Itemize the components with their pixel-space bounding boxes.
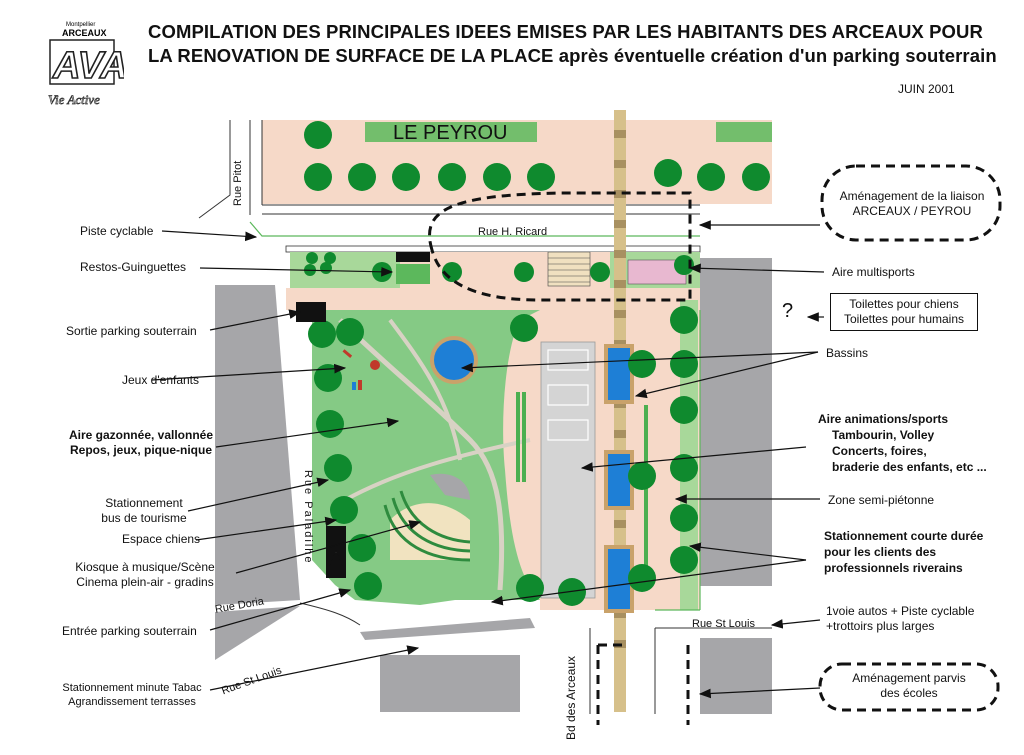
title-line-1: COMPILATION DES PRINCIPALES IDEES EMISES PAR LES HABITANTS DES ARCEAUX POUR	[148, 21, 983, 42]
label-animations-4: braderie des enfants, etc ...	[832, 460, 987, 474]
label-bassins: Bassins	[826, 346, 869, 360]
label-stationnement-bus	[96, 496, 192, 526]
label-liaison	[832, 189, 992, 219]
label-tabac	[54, 681, 210, 709]
label-aire-gazonnee-1: Aire gazonnée, vallonnée	[68, 428, 214, 442]
label-voie	[826, 604, 974, 634]
parking-exit	[296, 302, 326, 322]
label-animations-1: Aire animations/sports	[818, 412, 949, 426]
label-aire-gazonnee	[56, 428, 226, 458]
logo-vie-active: Vie Active	[48, 92, 100, 107]
label-voie-1: 1voie autos + Piste cyclable	[826, 604, 975, 618]
logo-ava: AVA	[53, 45, 124, 87]
label-liaison-1: Aménagement de la liaison	[839, 189, 985, 203]
pond	[434, 340, 474, 380]
label-kiosque	[55, 560, 235, 590]
label-toilettes-1: Toilettes pour chiens	[849, 297, 959, 311]
label-restos: Restos-Guinguettes	[80, 260, 187, 274]
label-jeux-enfants: Jeux d'enfants	[122, 373, 200, 387]
label-stationnement-courte	[824, 528, 983, 576]
label-animations	[818, 411, 987, 475]
label-toilettes-2: Toilettes pour humains	[843, 312, 965, 326]
rue-st-louis-right-label: Rue St Louis	[692, 618, 755, 630]
label-sortie-parking: Sortie parking souterrain	[66, 324, 197, 338]
label-stationnement-courte-2: pour les clients des	[824, 545, 937, 559]
label-stationnement-courte-3: professionnels riverains	[824, 561, 963, 575]
label-parvis-1: Aménagement parvis	[852, 671, 966, 685]
question-mark: ?	[782, 300, 794, 322]
label-kiosque-2: Cinema plein-air - gradins	[76, 575, 214, 589]
label-animations-2: Tambourin, Volley	[832, 428, 935, 442]
label-stationnement-bus-1: Stationnement	[105, 496, 183, 510]
building-bottom	[380, 655, 520, 712]
rue-st-louis-bottom-label: Rue St Louis	[220, 664, 284, 698]
label-stationnement-courte-1: Stationnement courte durée	[824, 529, 984, 543]
label-voie-2: +trottoirs plus larges	[826, 619, 935, 633]
date-label: JUIN 2001	[898, 82, 955, 96]
label-parvis-2: des écoles	[880, 686, 938, 700]
rue-pitot-label: Rue Pitot	[232, 160, 244, 206]
label-aire-gazonnee-2: Repos, jeux, pique-nique	[69, 443, 212, 457]
label-semi-pietonne: Zone semi-piétonne	[828, 493, 935, 507]
label-piste-cyclable: Piste cyclable	[80, 224, 154, 238]
rue-ricard-label: Rue H. Ricard	[478, 226, 548, 238]
label-multisports: Aire multisports	[832, 265, 915, 279]
building-right	[700, 258, 772, 586]
rue-doria-label: Rue Doria	[214, 595, 265, 616]
bd-arceaux-label: Bd des Arceaux	[564, 655, 578, 740]
title-line-2-rest: après éventuelle création d'un parking souterrain	[553, 45, 997, 66]
logo-top-text: Montpellier	[66, 22, 96, 28]
label-toilettes	[830, 293, 978, 331]
title-line-2-bold: LA RENOVATION DE SURFACE DE LA PLACE	[148, 45, 554, 66]
label-entree-parking: Entrée parking souterrain	[62, 624, 197, 638]
label-liaison-2: ARCEAUX / PEYROU	[852, 204, 972, 218]
label-animations-3: Concerts, foires,	[832, 444, 927, 458]
label-kiosque-1: Kiosque à musique/Scène	[75, 560, 215, 574]
label-tabac-2: Agrandissement terrasses	[68, 696, 196, 708]
rue-paladilhe-label: Rue Paladilhe	[302, 470, 314, 565]
label-espace-chiens: Espace chiens	[122, 532, 201, 546]
le-peyrou-label: LE PEYROU	[393, 122, 508, 144]
label-parvis	[828, 671, 990, 701]
label-tabac-1: Stationnement minute Tabac	[62, 682, 202, 694]
logo-arceaux: ARCEAUX	[62, 28, 107, 38]
label-stationnement-bus-2: bus de tourisme	[101, 511, 187, 525]
